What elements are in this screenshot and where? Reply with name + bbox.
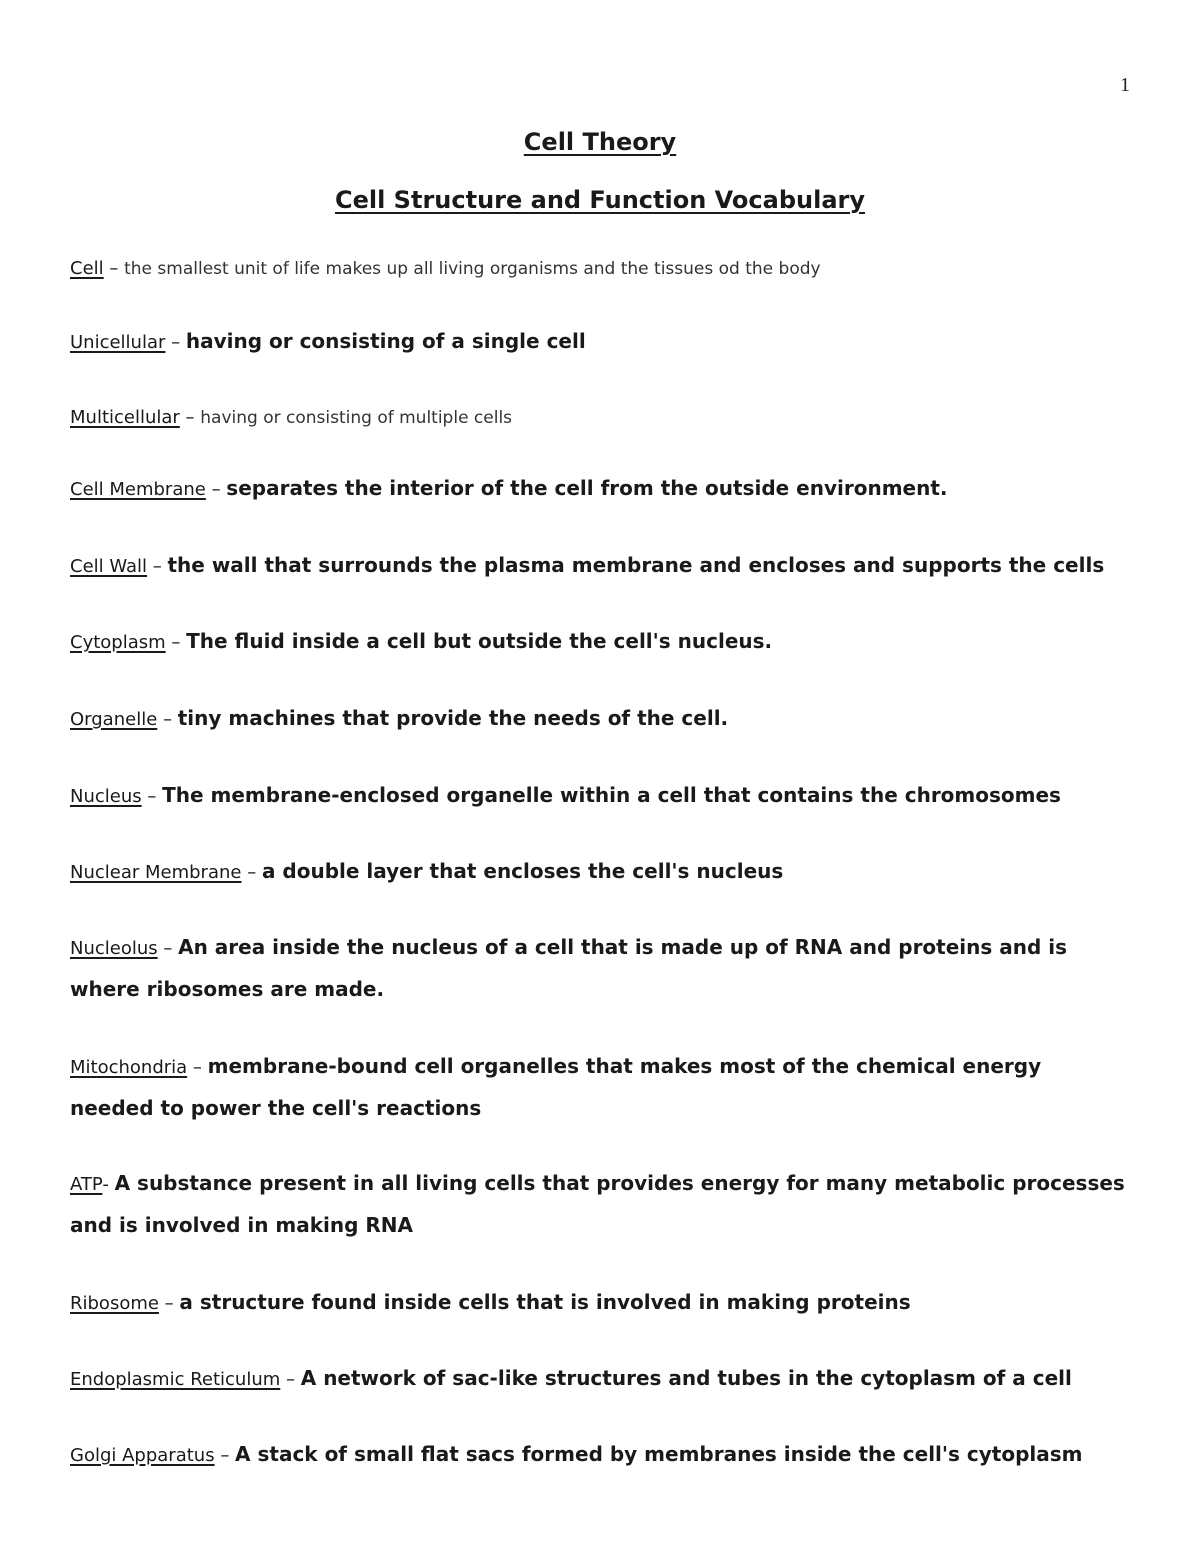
vocab-entry-organelle: [70, 698, 1130, 740]
vocab-entry-atp: [70, 1163, 1130, 1246]
vocab-definition: The fluid inside a cell but outside the cell's nucleus.: [186, 629, 773, 653]
vocab-definition: the wall that surrounds the plasma membrane and encloses and supports the cells: [167, 553, 1105, 577]
vocab-separator: –: [147, 556, 168, 577]
page-number: 1: [1120, 74, 1130, 96]
vocab-term: Nucleus: [70, 786, 142, 807]
vocab-definition: membrane-bound cell organelles that makes most of the chemical energy needed to power the cell's reactions: [70, 1054, 1042, 1120]
vocab-entry-nucleolus: [70, 927, 1130, 1010]
vocab-definition: tiny machines that provide the needs of the cell.: [177, 706, 729, 730]
vocab-definition: A substance present in all living cells that provides energy for many metabolic processes and is involved in making RNA: [70, 1171, 1125, 1237]
vocab-term: Ribosome: [70, 1293, 159, 1314]
vocab-separator: –: [157, 709, 178, 730]
vocab-entry-golgi-apparatus: [70, 1434, 1130, 1476]
vocab-term: Multicellular: [70, 407, 180, 428]
vocab-separator: –: [187, 1057, 208, 1078]
vocab-entry-nucleus: [70, 775, 1130, 817]
vocab-definition: a structure found inside cells that is involved in making proteins: [179, 1290, 911, 1314]
vocab-term: Endoplasmic Reticulum: [70, 1369, 281, 1390]
vocab-separator: –: [241, 862, 262, 883]
vocab-entry-cell-wall: [70, 545, 1130, 587]
vocab-term: Nuclear Membrane: [70, 862, 242, 883]
vocab-term: Organelle: [70, 709, 158, 730]
vocab-entry-unicellular: [70, 321, 1130, 363]
vocab-separator: –: [158, 1293, 180, 1314]
vocab-entry-ribosome: [70, 1282, 1130, 1324]
vocab-separator: –: [103, 258, 125, 279]
vocab-separator: –: [205, 479, 227, 500]
page-subtitle: Cell Structure and Function Vocabulary: [334, 186, 865, 214]
vocab-definition: having or consisting of a single cell: [185, 329, 586, 353]
vocab-definition: An area inside the nucleus of a cell that is made up of RNA and proteins and is where ribosomes are made.: [70, 935, 1068, 1001]
vocab-term: Unicellular: [70, 332, 166, 353]
vocab-term: Mitochondria: [70, 1057, 188, 1078]
vocab-term: Nucleolus: [70, 938, 158, 959]
vocab-definition: separates the interior of the cell from the outside environment.: [226, 476, 948, 500]
vocab-entry-endoplasmic-reticulum: [70, 1358, 1130, 1400]
vocab-separator: –: [165, 632, 187, 653]
vocab-separator: -: [102, 1174, 115, 1195]
vocab-term: Cytoplasm: [70, 632, 166, 653]
vocab-entry-cell: [70, 247, 1130, 290]
vocab-term: Cell Membrane: [70, 479, 206, 500]
vocab-separator: –: [165, 332, 186, 353]
vocab-definition: The membrane-enclosed organelle within a cell that contains the chromosomes: [162, 783, 1061, 807]
vocab-separator: –: [141, 786, 163, 807]
vocab-entry-mitochondria: [70, 1046, 1130, 1129]
vocab-term: Golgi Apparatus: [70, 1445, 215, 1466]
vocab-entry-nuclear-membrane: [70, 851, 1130, 893]
vocab-separator: –: [280, 1369, 301, 1390]
vocab-term: Cell Wall: [70, 556, 148, 577]
vocab-definition: a double layer that encloses the cell's nucleus: [261, 859, 784, 883]
vocab-entry-cytoplasm: [70, 621, 1130, 663]
vocab-separator: –: [179, 407, 201, 428]
vocab-separator: –: [157, 938, 179, 959]
vocab-definition: A network of sac-like structures and tubes in the cytoplasm of a cell: [300, 1366, 1072, 1390]
vocab-entry-multicellular: [70, 396, 1130, 439]
vocab-definition: having or consisting of multiple cells: [200, 408, 513, 428]
vocab-term: Cell: [70, 258, 104, 279]
page-title: Cell Theory: [523, 128, 677, 156]
vocab-definition: the smallest unit of life makes up all living organisms and the tissues od the body: [124, 259, 821, 279]
vocab-definition: A stack of small flat sacs formed by membranes inside the cell's cytoplasm: [235, 1442, 1083, 1466]
vocab-term: ATP: [70, 1174, 103, 1195]
vocab-separator: –: [214, 1445, 236, 1466]
vocab-entry-cell-membrane: [70, 468, 1130, 510]
